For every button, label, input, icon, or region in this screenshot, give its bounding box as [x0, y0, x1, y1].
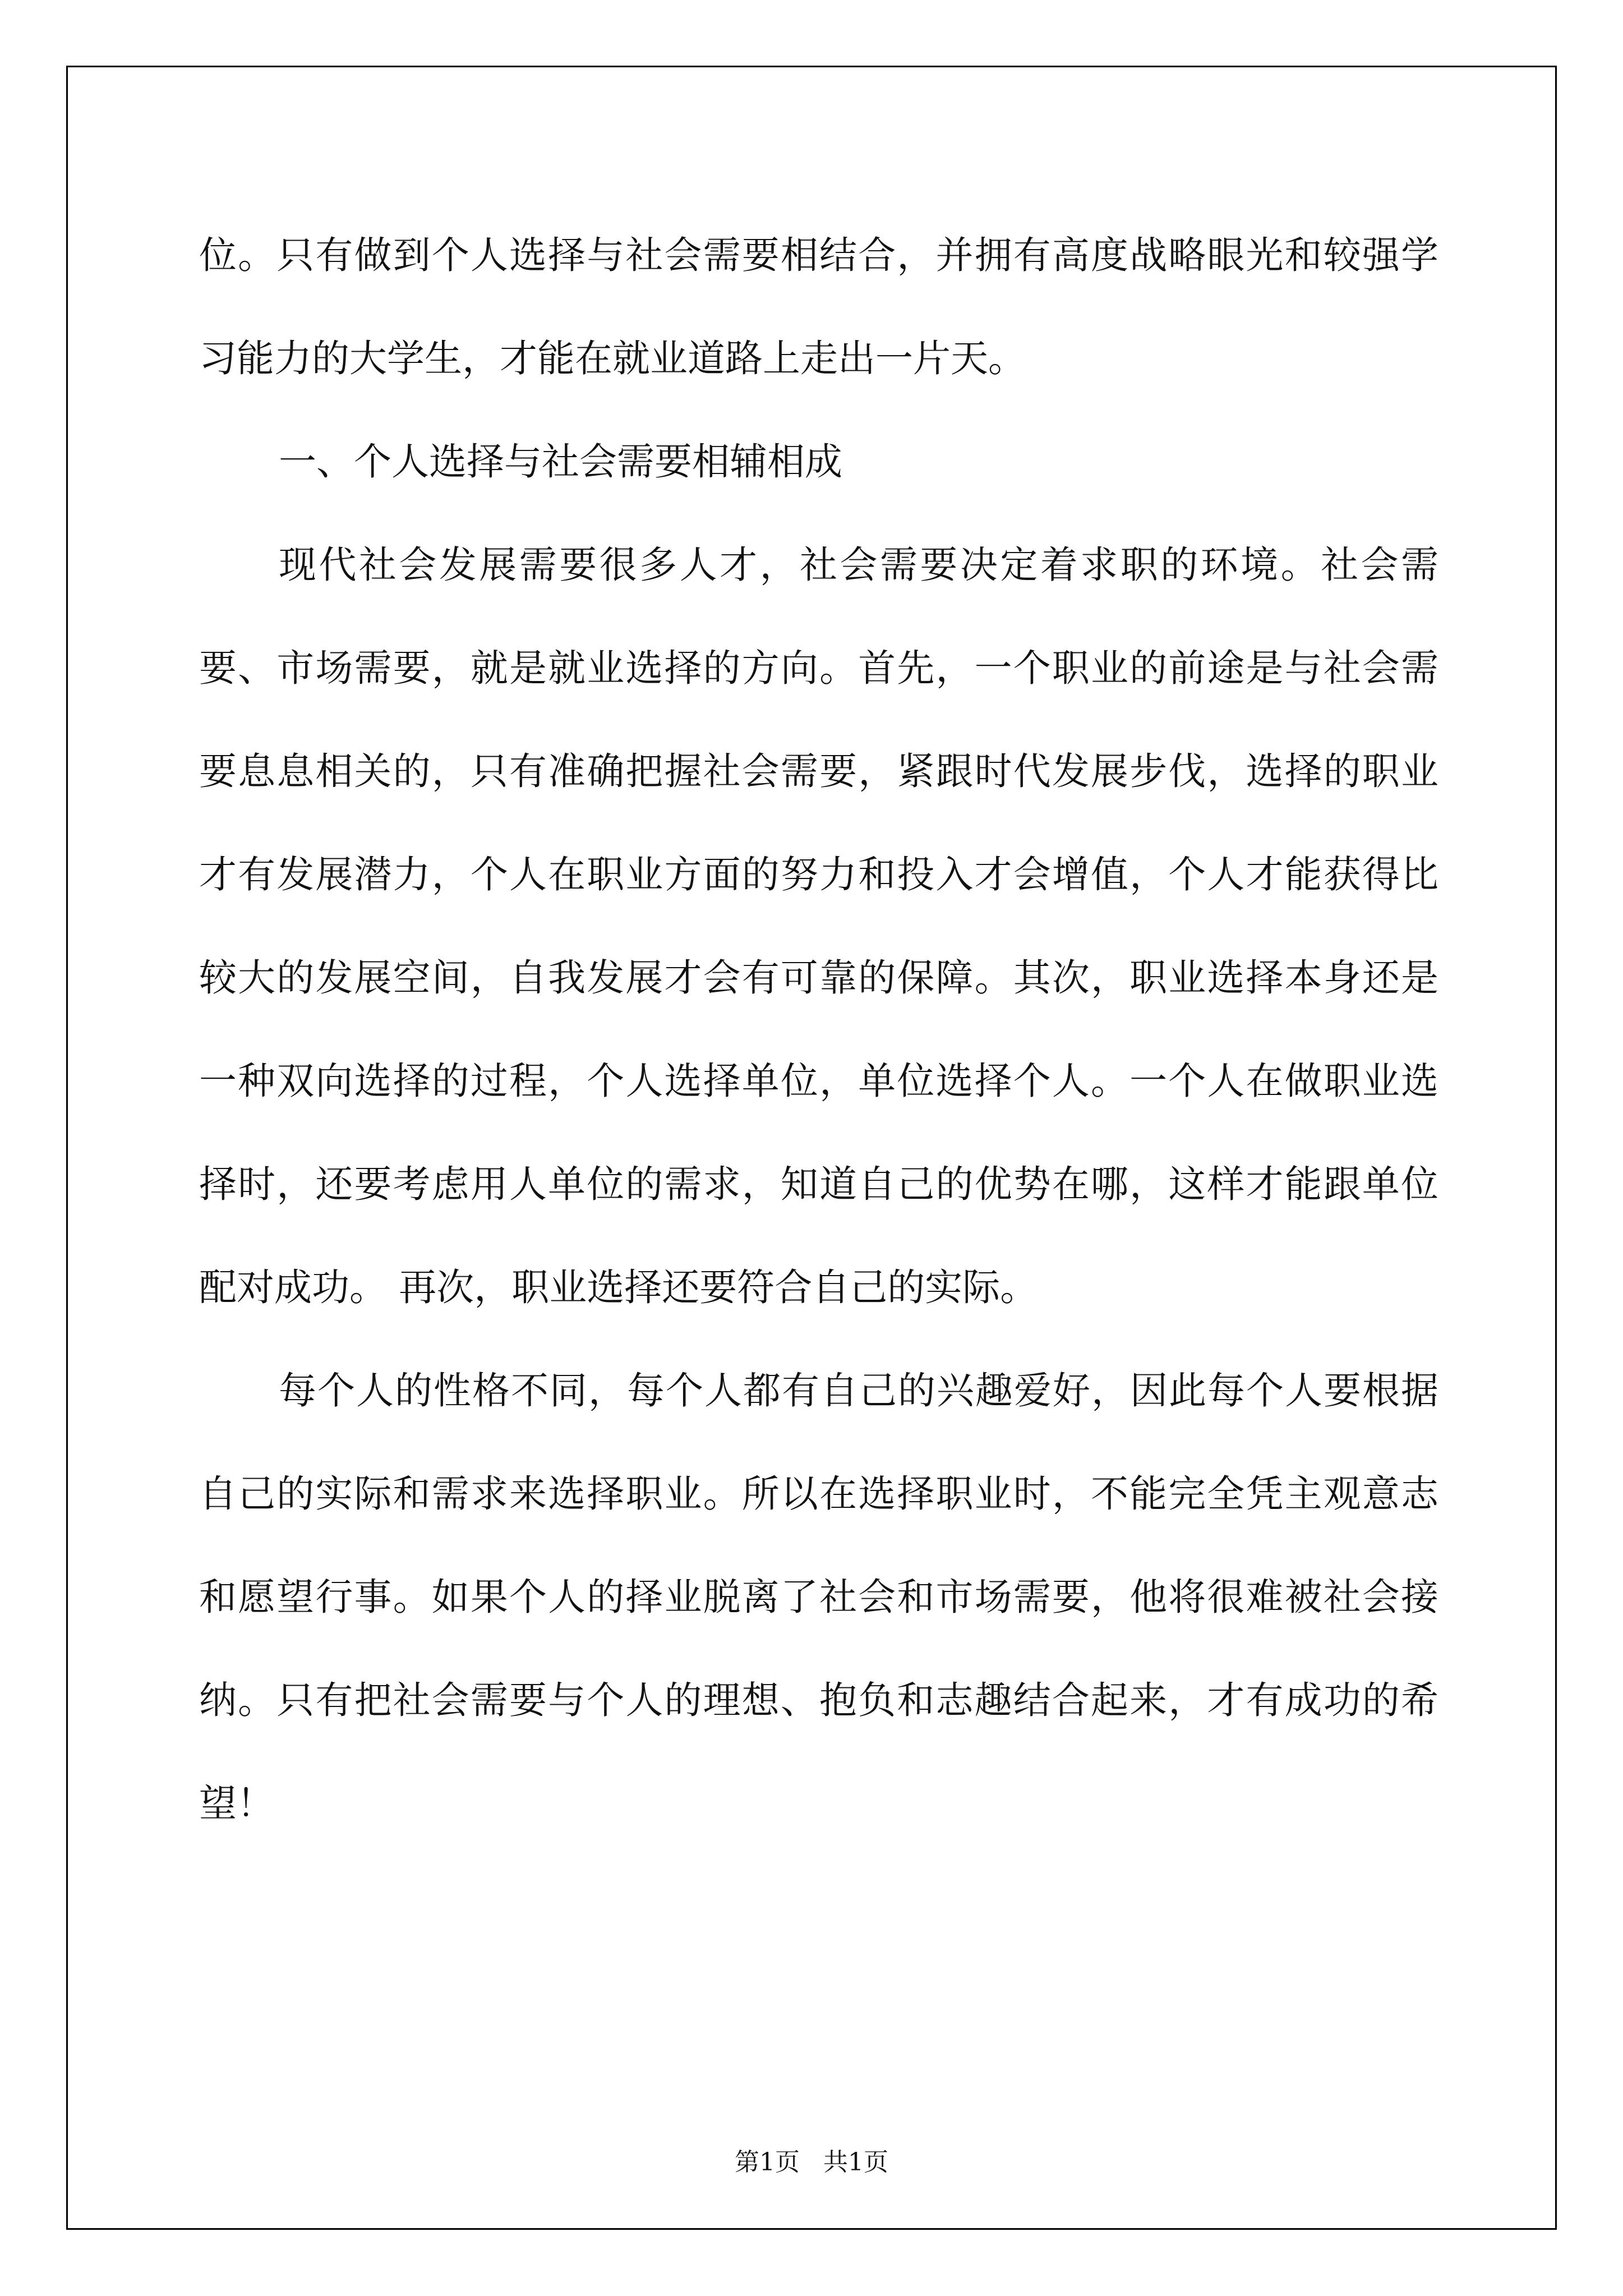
- paragraph-social-needs: 现代社会发展需要很多人才，社会需要决定着求职的环境。社会需要、市场需要，就是就业选择的方向。首先，一个职业的前途是与社会需要息息相关的，只有准确把握社会需要，紧跟时代发展步伐，选择的职业才有发展潜力，个人在职业方面的努力和投入才会增值，个人才能获得比较大的发展空间，自我发展才会有可靠的保障。其次，职业选择本身还是一种双向选择的过程，个人选择单位，单位选择个人。一个人在做职业选择时，还要考虑用人单位的需求，知道自己的优势在哪，这样才能跟单位配对成功。 再次，职业选择还要符合自己的实际。: [199, 543, 1438, 1309]
- page-footer: 第1页 共1页: [735, 2148, 888, 2177]
- document-body: [199, 204, 1438, 1855]
- section-heading: 一、个人选择与社会需要相辅相成: [279, 440, 842, 484]
- paragraph-personality: 每个人的性格不同，每个人都有自己的兴趣爱好，因此每个人要根据自己的实际和需求来选择职业。所以在选择职业时，不能完全凭主观意志和愿望行事。如果个人的择业脱离了社会和市场需要，他将很难被社会接纳。只有把社会需要与个人的理想、抱负和志趣结合起来，才有成功的希望！: [199, 1369, 1438, 1825]
- paragraph-continuation: 位。只有做到个人选择与社会需要相结合，并拥有高度战略眼光和较强学习能力的大学生，才能在就业道路上走出一片天。: [199, 233, 1438, 380]
